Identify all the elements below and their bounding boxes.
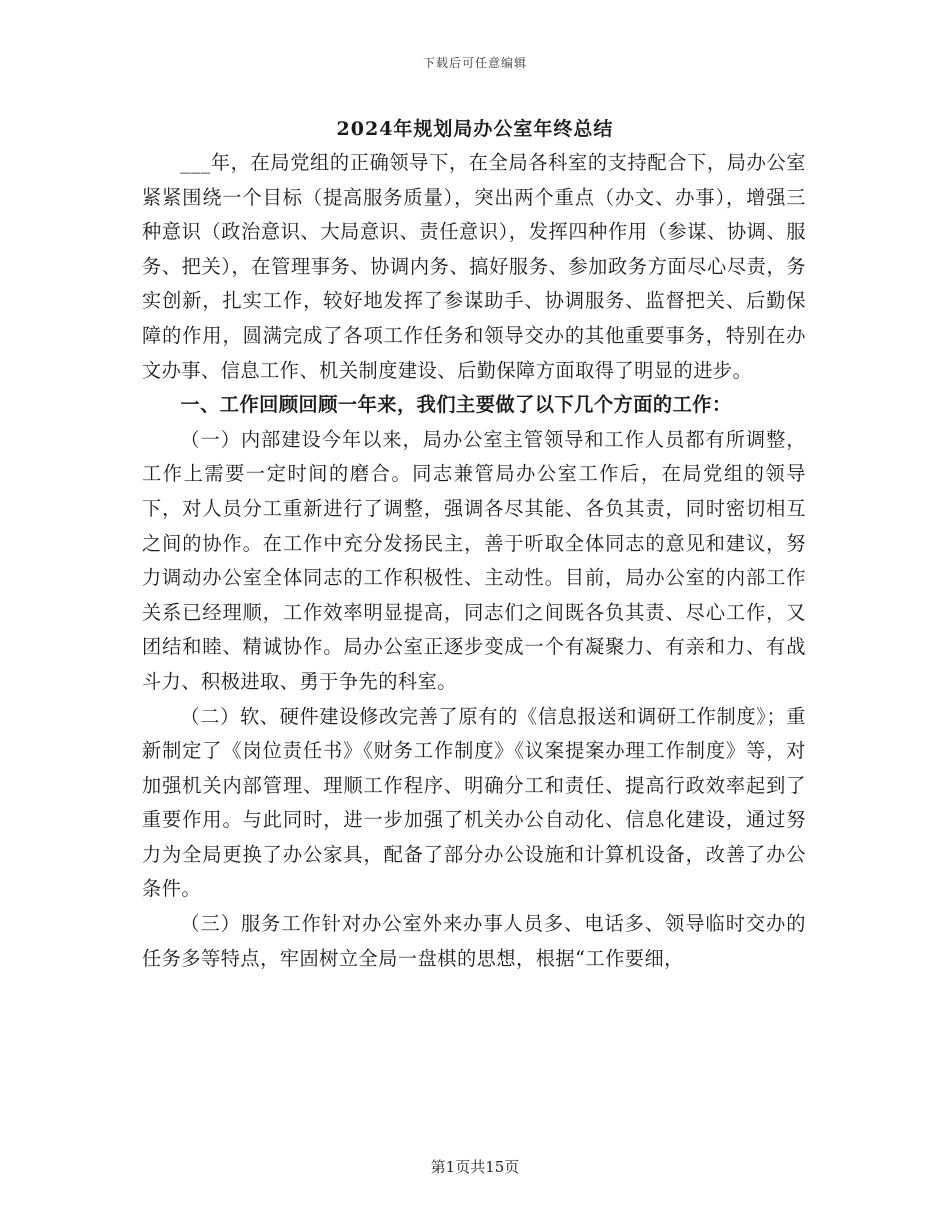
section-heading-work-review: 一、工作回顾回顾一年来，我们主要做了以下几个方面的工作： xyxy=(180,393,732,417)
paragraph-intro: ___年，在局党组的正确领导下，在全局各科室的支持配合下，局办公室紧紧围绕一个目标（提高服务质量），突出两个重点（办文、办事），增强三种意识（政治意识、大局意识、责任意识），发挥四种作用（参谋、协调、服务、把关），在管理事务、协调内务、搞好服务、参加政务方面尽心尽责，务实创新，扎实工作，较好地发挥了参谋助手、协调服务、监督把关、后勤保障的作用，圆满完成了各项工作任务和领导交办的其他重要事务，特别在办文办事、信息工作、机关制度建设、后勤保障方面取得了明显的进步。 xyxy=(142,151,806,382)
paragraph-internal-construction: （一）内部建设今年以来，局办公室主管领导和工作人员都有所调整，工作上需要一定时间的磨合。同志兼管局办公室工作后，在局党组的领导下，对人员分工重新进行了调整，强调各尽其能、各负其责，同时密切相互之间的协作。在工作中充分发扬民主，善于听取全体同志的意见和建议，努力调动办公室全体同志的工作积极性、主动性。目前，局办公室的内部工作关系已经理顺，工作效率明显提高，同志们之间既各负其责、尽心工作，又团结和睦、精诚协作。局办公室正逐步变成一个有凝聚力、有亲和力、有战斗力、积极进取、勇于争先的科室。 xyxy=(142,427,806,693)
document-body xyxy=(142,146,806,976)
document-title: 2024年规划局办公室年终总结 xyxy=(336,118,614,140)
page-number-footer: 第1页共15页 xyxy=(430,1158,520,1176)
page-header-note: 下载后可任意编辑 xyxy=(422,56,527,70)
paragraph-service-work: （三）服务工作针对办公室外来办事人员多、电话多、领导临时交办的任务多等特点，牢固树立全局一盘棋的思想，根据“工作要细， xyxy=(142,912,806,970)
paragraph-soft-hard-construction: （二）软、硬件建设修改完善了原有的《信息报送和调研工作制度》；重新制定了《岗位责任书》《财务工作制度》《议案提案办理工作制度》等，对加强机关内部管理、理顺工作程序、明确分工和责任、提高行政效率起到了重要作用。与此同时，进一步加强了机关办公自动化、信息化建设，通过努力为全局更换了办公家具，配备了部分办公设施和计算机设备，改善了办公条件。 xyxy=(142,704,806,901)
